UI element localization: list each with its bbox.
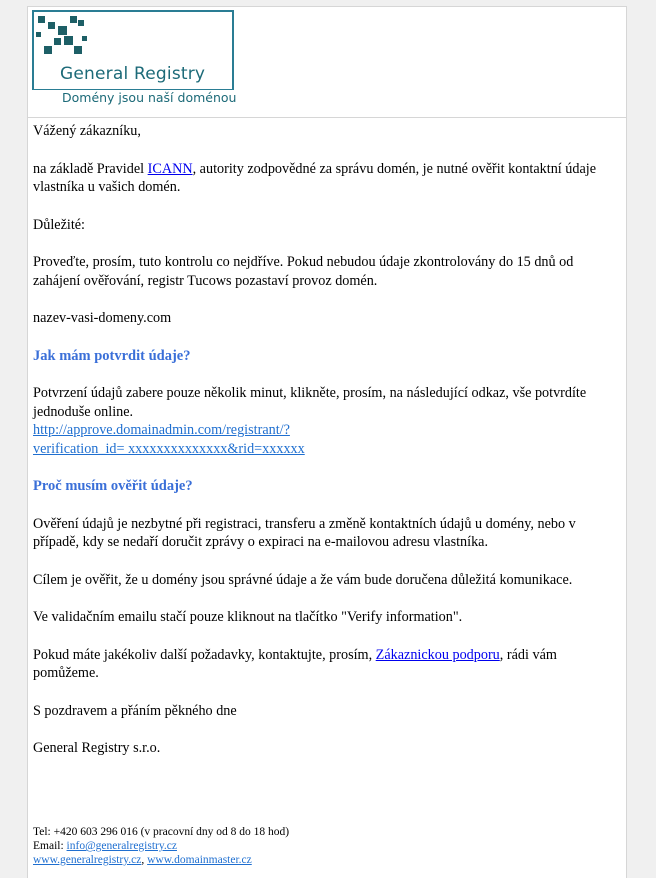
email-footer xyxy=(33,825,618,867)
confirm-text: Potvrzení údajů zabere pouze několik minut, klikněte, prosím, na následující odkaz, vše potvrdíte jednoduše online. xyxy=(33,385,587,420)
verification-link-line2[interactable]: verification_id= xxxxxxxxxxxxxx&rid=xxxxxx xyxy=(33,440,305,457)
footer-web-separator: , xyxy=(141,854,148,866)
intro-text-before: na základě Pravidel xyxy=(33,160,148,177)
greeting: Vážený zákazníku, xyxy=(33,123,141,139)
confirm-paragraph xyxy=(33,384,618,458)
email-body xyxy=(33,122,618,777)
validation-paragraph: Ve validačním emailu stačí pouze kliknout na tlačítko "Verify information". xyxy=(33,609,463,625)
signature: General Registry s.r.o. xyxy=(33,740,161,756)
logo-tagline-bar xyxy=(32,89,237,109)
verification-link-line1[interactable]: http://approve.domainadmin.com/registrant/? xyxy=(33,422,290,438)
support-paragraph xyxy=(33,646,618,683)
email-header xyxy=(28,7,626,118)
footer-email-link[interactable]: info@generalregistry.cz xyxy=(66,840,177,852)
goal-paragraph: Cílem je ověřit, že u domény jsou správné údaje a že vám bude doručena důležitá komunikace. xyxy=(33,571,573,588)
footer-email-label: Email: xyxy=(33,840,67,852)
footer-email-line xyxy=(33,839,618,853)
support-link[interactable]: Zákaznickou podporu xyxy=(375,646,500,663)
logo-name: General Registry xyxy=(60,64,206,84)
logo-tagline: Domény jsou naší doménou xyxy=(62,90,237,105)
email-sheet xyxy=(27,6,627,878)
support-text-before: Pokud máte jakékoliv další požadavky, kontaktujte, prosím, xyxy=(33,646,376,663)
intro-text-after: , autority zodpovědné za správu domén, je nutné ověřit kontaktní údaje vlastníka u vašich domén. xyxy=(33,160,597,195)
icann-link[interactable]: ICANN xyxy=(147,160,193,177)
verification-link[interactable] xyxy=(33,422,305,457)
support-text-after: , rádi vám pomůžeme. xyxy=(33,646,557,681)
heading-why: Proč musím ověřit údaje? xyxy=(33,478,193,494)
footer-web-line xyxy=(33,853,618,867)
closing: S pozdravem a přáním pěkného dne xyxy=(33,702,237,719)
domain-name: nazev-vasi-domeny.com xyxy=(33,310,172,326)
important-paragraph: Proveďte, prosím, tuto kontrolu co nejdříve. Pokud nebudou údaje zkontrolovány do 15 dnů od zahájení ověřování, registr Tucows pozastaví provoz domén. xyxy=(33,254,574,289)
footer-web-link-generalregistry[interactable]: www.generalregistry.cz xyxy=(33,854,142,866)
logo-mark-icon xyxy=(34,12,94,64)
footer-phone: Tel: +420 603 296 016 (v pracovní dny od 8 do 18 hod) xyxy=(33,826,290,838)
intro-paragraph xyxy=(33,160,618,197)
heading-confirm: Jak mám potvrdit údaje? xyxy=(33,347,191,364)
important-label: Důležité: xyxy=(33,216,85,233)
footer-web-link-domainmaster[interactable]: www.domainmaster.cz xyxy=(147,854,252,866)
why-paragraph: Ověření údajů je nezbytné při registraci, transferu a změně kontaktních údajů u domény, nebo v případě, kdy se nedaří doručit zprávy o expiraci na e-mailovou adresu vlastníka. xyxy=(33,515,576,550)
general-registry-logo xyxy=(32,10,237,108)
